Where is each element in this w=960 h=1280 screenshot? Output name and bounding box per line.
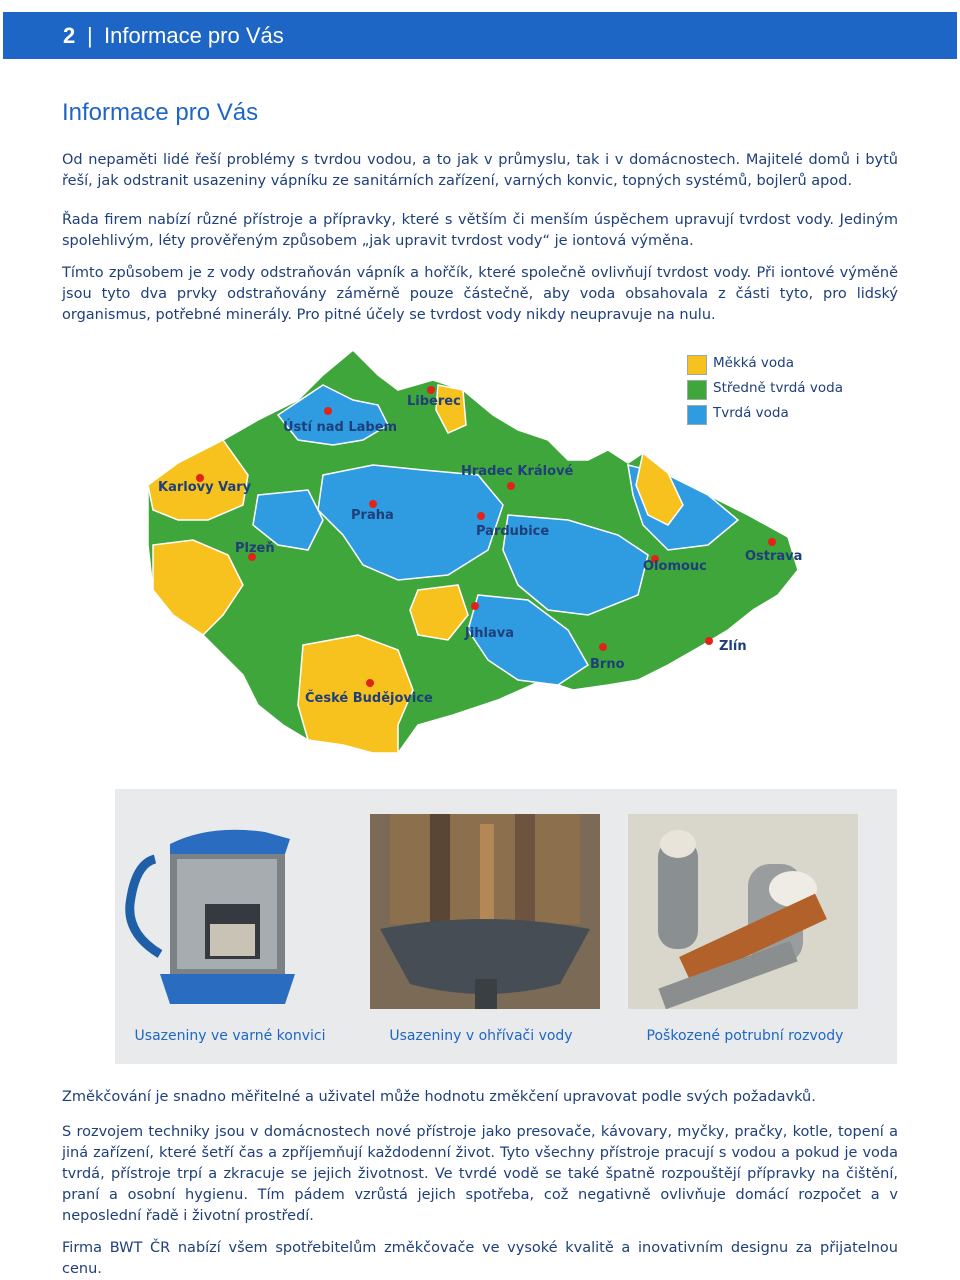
legend-label-medium: Středně tvrdá voda [713,380,843,396]
legend-swatch-soft [687,355,707,375]
water-heater-photo [370,814,600,1009]
city-dot-praha [369,500,377,508]
legend-swatch-hard [687,405,707,425]
city-label-plzen: Plzeň [235,541,275,556]
header-separator: | [87,23,93,48]
city-dot-zlin [705,637,713,645]
city-label-karlovy-vary: Karlovy Vary [158,480,252,495]
city-dot-liberec [427,386,435,394]
city-label-hradec: Hradec Králové [461,464,574,479]
legend-swatch-medium [687,380,707,400]
water-hardness-map [148,345,808,765]
city-dot-jihlava [471,602,479,610]
city-label-zlin: Zlín [719,639,747,654]
city-dot-pardubice [477,512,485,520]
city-label-pardubice: Pardubice [476,524,550,539]
caption-pipes: Poškozené potrubní rozvody [646,1028,844,1044]
page-title: Informace pro Vás [62,99,259,126]
caption-water-heater: Usazeniny v ohřívači vody [389,1028,573,1044]
city-dot-ceske-budejovice [366,679,374,687]
legend-label-hard: Tvrdá voda [713,405,789,421]
city-dot-ostrava [768,538,776,546]
city-label-ostrava: Ostrava [745,549,803,564]
city-dot-brno [599,643,607,651]
city-label-ceske-budejovice: České Budějovice [305,691,433,706]
photo-gallery [115,789,897,1064]
city-label-olomouc: Olomouc [643,559,707,574]
caption-kettle: Usazeniny ve varné konvici [134,1028,326,1044]
city-dot-hradec [507,482,515,490]
intro-paragraph-1: Od nepaměti lidé řeší problémy s tvrdou vodou, a to jak v průmyslu, tak i v domácnostech. Majitelé domů i bytů řeší, jak odstranit usazeniny vápníku ze sanitárních zařízení, varných konvic, topných systémů, bojlerů apod. [62,152,898,189]
page-header [3,12,957,59]
page-number: 2 [63,23,76,48]
city-dot-usti [324,407,332,415]
closing-paragraph-2: S rozvojem techniky jsou v domácnostech nové přístroje jako presovače, kávovary, myčky, pračky, kotle, topení a jiná zařízení, které šetří čas a zpříjemňují každodenní život. Tyto všechny přístroje pracují s vodou a pokud je voda tvrdá, přístroje trpí a zkracuje se jejich životnost. Ve tvrdé vodě se také špatně rozpouštějí přípravky na čištění, praní a osobní hygienu. Tím pádem vzrůstá jejich spotřeba, což negativně ovlivňuje domácí rozpočet a v neposlední řadě i životní prostředí. [62,1124,898,1224]
intro-paragraph-3: Tímto způsobem je z vody odstraňován vápník a hořčík, které společně ovlivňují tvrdost vody. Při iontové výměně jsou tyto dva prvky odstraňovány záměrně pouze částečně, aby voda obsahovala z části tyto, pro lidský organismus, potřebné minerály. Pro pitné účely se tvrdost vody nikdy neupravuje na nulu. [62,265,898,323]
city-label-jihlava: Jihlava [465,626,515,641]
legend-label-soft: Měkká voda [713,355,795,371]
closing-paragraph-1: Změkčování je snadno měřitelné a uživatel může hodnotu změkčení upravovat podle svých požadavků. [62,1089,816,1105]
header-title: Informace pro Vás [104,23,284,48]
intro-paragraph-2: Řada firem nabízí různé přístroje a přípravky, které s větším či menším úspěchem upravují tvrdost vody. Jediným spolehlivým, léty prověřeným způsobem „jak upravit tvrdost vody“ je iontová výměna. [62,212,898,249]
damaged-pipes-photo [628,814,858,1009]
city-label-liberec: Liberec [407,394,461,409]
city-label-usti: Ústí nad Labem [283,420,398,435]
closing-paragraph-3: Firma BWT ČR nabízí všem spotřebitelům změkčovače ve vysoké kvalitě a inovativním designu za přijatelnou cenu. [62,1240,898,1277]
city-label-praha: Praha [351,508,394,523]
kettle-photo [115,814,345,1009]
city-label-brno: Brno [590,657,625,672]
